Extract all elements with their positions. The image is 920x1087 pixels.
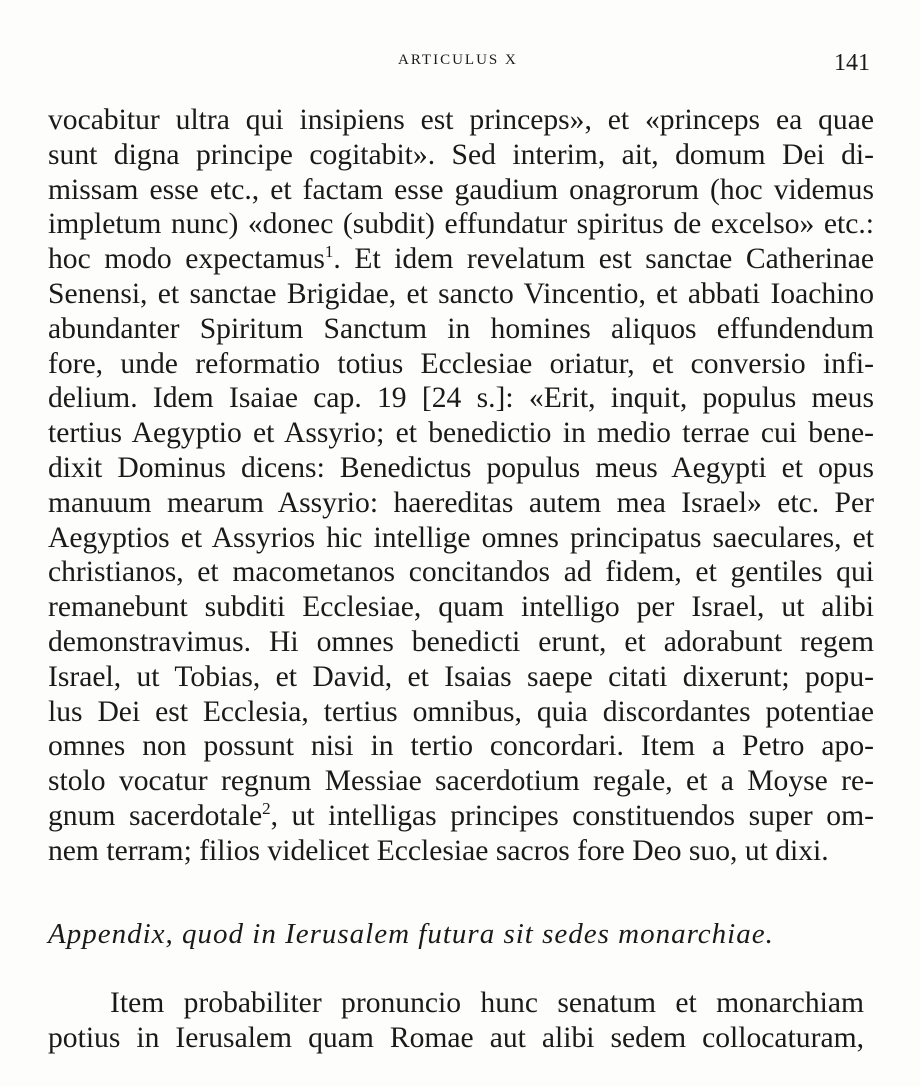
text-line (48, 799, 874, 834)
text-line: missam esse etc., et factam esse gaudium onagrorum (hoc videmus (48, 173, 874, 206)
paragraph-2 (48, 986, 864, 1056)
text-line: christianos, et macometanos concitandos ad fidem, et gentiles qui (48, 556, 874, 589)
text-line: remanebunt subditi Ecclesiae, quam intelligo per Israel, ut alibi (48, 591, 874, 624)
text-line: Item probabiliter pronuncio hunc senatum et monarchiam (110, 987, 864, 1019)
section-heading: Appendix, quod in Ierusalem futura sit sedes monarchiae. (48, 918, 774, 950)
text-line: dixit Dominus dicens: Benedictus populus meus Aegypti et opus (48, 451, 874, 484)
text-line (48, 242, 874, 277)
text-line: sunt digna principe cogitabit». Sed interim, ait, domum Dei di- (48, 138, 874, 171)
running-head (0, 52, 920, 82)
text-line: nem terram; filios videlicet Ecclesiae sacros fore Deo suo, ut dixi. (48, 834, 829, 867)
text-line: demonstravimus. Hi omnes benedicti erunt, et adorabunt regem (48, 625, 874, 658)
text-line: stolo vocatur regnum Messiae sacerdotium regale, et a Moyse re- (48, 765, 874, 798)
text-line: impletum nunc) «donec (subdit) effundatur spiritus de excelso» etc.: (48, 208, 874, 241)
text-line: tertius Aegyptio et Assyrio; et benedictio in medio terrae cui bene- (48, 417, 874, 450)
text-line: lus Dei est Ecclesia, tertius omnibus, quia discordantes potentiae (48, 695, 874, 728)
footnote-marker: 2 (262, 798, 271, 818)
text-line: Senensi, et sanctae Brigidae, et sancto Vincentio, et abbati Ioachino (48, 277, 874, 310)
text-line: vocabitur ultra qui insipiens est princeps», et «princeps ea quae (48, 104, 874, 136)
text-line: delium. Idem Isaiae cap. 19 [24 s.]: «Erit, inquit, populus meus (48, 382, 874, 415)
text-line: potius in Ierusalem quam Romae aut alibi sedem collocaturam, (48, 1021, 864, 1054)
footnote-marker: 1 (324, 242, 334, 262)
text-line: manuum mearum Assyrio: haereditas autem mea Israel» etc. Per (48, 486, 874, 519)
page-number: 141 (834, 50, 870, 76)
text-line: Israel, ut Tobias, et David, et Isaias saepe citati dixerunt; popu- (48, 660, 874, 693)
text-segment: . Et idem revelatum est sanctae Catherinae (333, 243, 875, 276)
text-line: Aegyptios et Assyrios hic intellige omnes principatus saeculares, et (48, 521, 874, 554)
text-line: abundanter Spiritum Sanctum in homines aliquos effundendum (48, 312, 874, 345)
paragraph-1 (48, 103, 874, 869)
text-line: fore, unde reformatio totius Ecclesiae oriatur, et conversio infi- (48, 347, 874, 380)
text-segment: hoc modo expectamus (48, 243, 325, 276)
text-segment: gnum sacerdotale (48, 799, 263, 832)
text-segment: , ut intelligas principes constituendos super om- (270, 799, 874, 832)
text-line: omnes non possunt nisi in tertio concordari. Item a Petro apo- (48, 730, 874, 763)
running-title: ARTICULUS X (398, 52, 518, 68)
